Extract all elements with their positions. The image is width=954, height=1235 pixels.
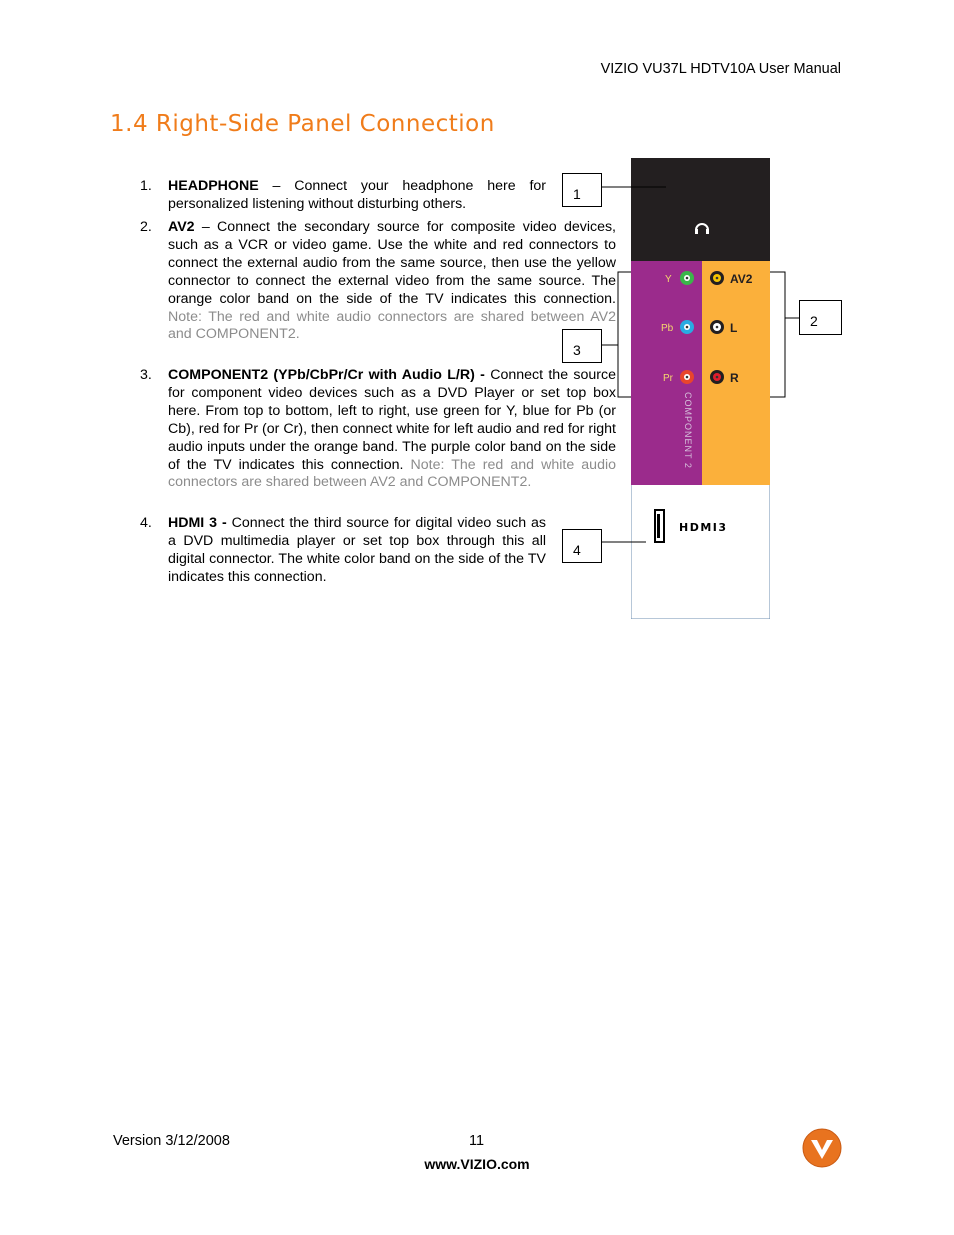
vizio-logo-icon — [802, 1128, 842, 1168]
item-text: Connect the third source for digital video such as a DVD multimedia player or set top box through this all digital connector. The white color band on the side of the TV indicates this connection. — [168, 515, 547, 585]
audio-r-label: R — [730, 371, 739, 385]
item-number: 4. — [140, 515, 152, 531]
av2-label: AV2 — [730, 272, 753, 286]
item-note: Note: The red and white audio connectors are shared between AV2 and COMPONENT2. — [168, 456, 616, 491]
item-heading: COMPONENT2 (YPb/CbPr/Cr with Audio L/R) - — [168, 367, 485, 383]
item-heading: HDMI 3 - — [168, 515, 227, 531]
item-text: Connect the source for component video devices such as a DVD Player or set top box here. From top to bottom, left to right, use green for Y, blue for Pb (or Cb), red for Pr (or Cr), then connect white for left audio and red for right audio inputs under the orange band. The purple color band on the side of the TV indicates this connection. — [168, 367, 616, 473]
section-title: 1.4 Right-Side Panel Connection — [110, 111, 495, 137]
item-heading: AV2 — [168, 219, 195, 235]
item-text: – Connect your headphone here for personalized listening without disturbing others. — [168, 178, 546, 212]
item-heading: HEADPHONE — [168, 178, 259, 194]
callout-2: 2 — [799, 300, 842, 335]
hdmi3-label: HDMI3 — [679, 521, 728, 534]
item-number: 1. — [140, 178, 152, 194]
item-number: 3. — [140, 367, 152, 383]
item-number: 2. — [140, 219, 152, 235]
component-y-label: Y — [665, 274, 672, 285]
audio-l-label: L — [730, 321, 738, 335]
item-text: – Connect the secondary source for composite video devices, such as a VCR or video game. Use the white and red connectors to connect the external audio from the same source, then use the yellow connector to connect the external video from the same source. The orange color band on the side of the TV indicates this connection. — [168, 219, 616, 307]
callout-1: 1 — [562, 173, 602, 207]
component-pr-label: Pr — [663, 373, 673, 384]
callout-4: 4 — [562, 529, 602, 563]
component-pb-label: Pb — [661, 323, 674, 334]
item-note: Note: The red and white audio connectors are shared between AV2 and COMPONENT2. — [168, 308, 616, 343]
version-text: Version 3/12/2008 — [113, 1133, 230, 1149]
callout-3: 3 — [562, 329, 602, 363]
component2-vertical-label: COMPONENT 2 — [683, 392, 693, 469]
page-number: 11 — [469, 1133, 485, 1149]
manual-title: VIZIO VU37L HDTV10A User Manual — [600, 61, 841, 77]
website-url[interactable]: www.VIZIO.com — [424, 1156, 530, 1172]
